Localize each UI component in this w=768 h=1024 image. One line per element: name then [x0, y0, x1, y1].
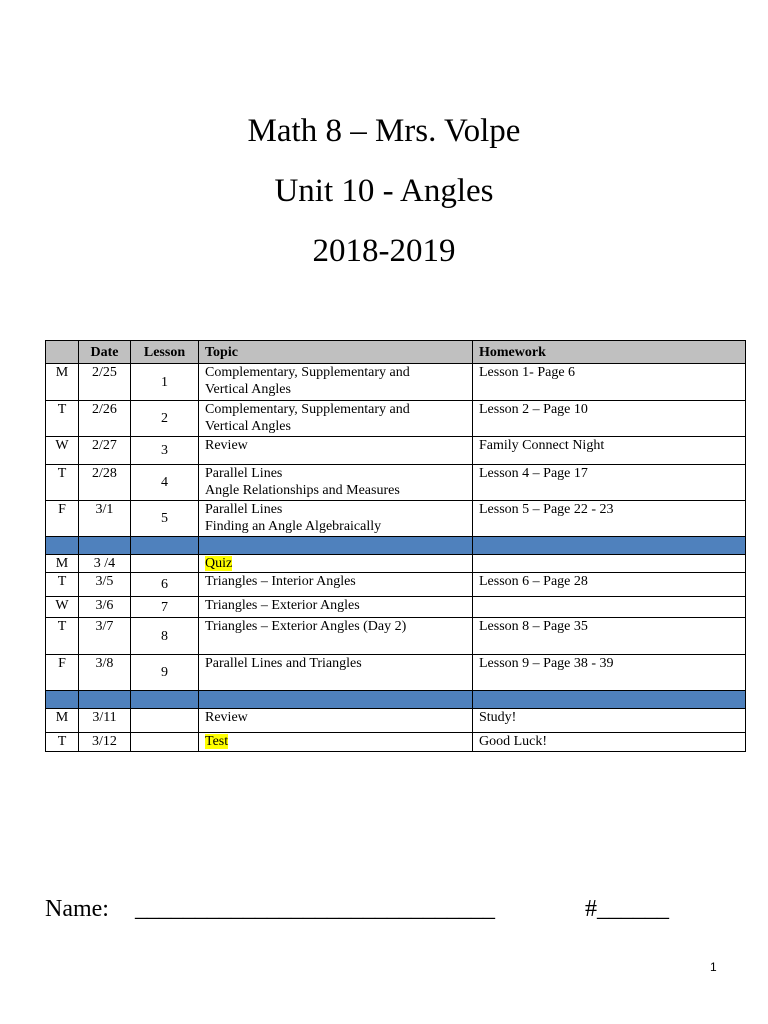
separator-cell [46, 537, 79, 555]
homework-cell: Lesson 1- Page 6 [473, 364, 746, 401]
separator-cell [199, 537, 473, 555]
date-cell: 3/11 [79, 709, 131, 733]
date-cell: 3/6 [79, 597, 131, 618]
topic-line: Triangles – Exterior Angles (Day 2) [205, 619, 407, 634]
day-cell: M [46, 709, 79, 733]
date-cell: 3 /4 [79, 555, 131, 573]
topic-line: Parallel Lines [205, 502, 283, 517]
name-blank-line: ______________________________ [135, 896, 495, 922]
table-row [46, 501, 746, 537]
table-row [46, 733, 746, 752]
column-header-lesson: Lesson [131, 341, 199, 364]
day-cell: T [46, 618, 79, 655]
homework-cell: Lesson 4 – Page 17 [473, 465, 746, 501]
topic-line: Triangles – Interior Angles [205, 574, 356, 589]
topic-line: Complementary, Supplementary and [205, 402, 410, 417]
table-row [46, 437, 746, 465]
homework-cell: Lesson 6 – Page 28 [473, 573, 746, 597]
lesson-cell: 9 [131, 655, 199, 691]
lesson-cell: 6 [131, 573, 199, 597]
homework-cell: Family Connect Night [473, 437, 746, 465]
page-number: 1 [710, 960, 717, 974]
separator-cell [79, 537, 131, 555]
homework-cell: Study! [473, 709, 746, 733]
number-blank-line: #______ [585, 896, 669, 922]
topic-line: Parallel Lines and Triangles [205, 656, 362, 671]
topic-line: Vertical Angles [205, 382, 291, 397]
topic-cell [199, 555, 473, 573]
day-cell: M [46, 555, 79, 573]
table-row [46, 555, 746, 573]
lesson-cell: 5 [131, 501, 199, 537]
column-header-date: Date [79, 341, 131, 364]
topic-cell [199, 597, 473, 618]
schedule-table [45, 340, 746, 752]
table-row [46, 655, 746, 691]
topic-cell [199, 501, 473, 537]
date-cell: 2/28 [79, 465, 131, 501]
topic-cell [199, 364, 473, 401]
day-cell: T [46, 733, 79, 752]
homework-cell: Lesson 2 – Page 10 [473, 401, 746, 437]
topic-cell [199, 437, 473, 465]
date-cell: 3/1 [79, 501, 131, 537]
topic-cell [199, 573, 473, 597]
lesson-cell: 3 [131, 437, 199, 465]
school-year: 2018-2019 [312, 233, 456, 269]
name-label: Name: [45, 896, 109, 922]
schedule-body [46, 364, 746, 752]
lesson-cell [131, 733, 199, 752]
date-cell: 2/25 [79, 364, 131, 401]
topic-cell [199, 401, 473, 437]
table-row [46, 401, 746, 437]
date-cell: 2/26 [79, 401, 131, 437]
topic-cell [199, 709, 473, 733]
topic-line: Review [205, 438, 248, 453]
separator-cell [79, 691, 131, 709]
separator-cell [46, 691, 79, 709]
lesson-cell: 2 [131, 401, 199, 437]
document-title: Math 8 – Mrs. Volpe [247, 113, 521, 149]
table-row [46, 597, 746, 618]
table-row [46, 709, 746, 733]
unit-title: Unit 10 - Angles [274, 173, 494, 209]
day-cell: T [46, 465, 79, 501]
table-row [46, 573, 746, 597]
topic-line: Parallel Lines [205, 466, 283, 481]
column-header-topic: Topic [199, 341, 473, 364]
topic-line: Test [205, 734, 229, 749]
day-cell: W [46, 437, 79, 465]
day-cell: W [46, 597, 79, 618]
day-cell: T [46, 401, 79, 437]
topic-cell [199, 465, 473, 501]
topic-line: Complementary, Supplementary and [205, 365, 410, 380]
date-cell: 3/7 [79, 618, 131, 655]
separator-row [46, 537, 746, 555]
topic-line: Vertical Angles [205, 419, 291, 434]
lesson-cell: 7 [131, 597, 199, 618]
separator-cell [473, 691, 746, 709]
homework-cell [473, 555, 746, 573]
separator-cell [131, 537, 199, 555]
separator-cell [131, 691, 199, 709]
table-header-row [46, 341, 746, 364]
topic-line: Angle Relationships and Measures [205, 483, 400, 498]
homework-cell: Lesson 9 – Page 38 - 39 [473, 655, 746, 691]
homework-cell: Lesson 5 – Page 22 - 23 [473, 501, 746, 537]
separator-row [46, 691, 746, 709]
topic-cell [199, 618, 473, 655]
separator-cell [473, 537, 746, 555]
topic-line: Finding an Angle Algebraically [205, 519, 382, 534]
date-cell: 2/27 [79, 437, 131, 465]
day-cell: F [46, 501, 79, 537]
lesson-cell: 1 [131, 364, 199, 401]
topic-cell [199, 655, 473, 691]
date-cell: 3/8 [79, 655, 131, 691]
homework-cell [473, 597, 746, 618]
homework-cell: Lesson 8 – Page 35 [473, 618, 746, 655]
day-cell: T [46, 573, 79, 597]
table-row [46, 618, 746, 655]
lesson-cell [131, 555, 199, 573]
homework-cell: Good Luck! [473, 733, 746, 752]
table-row [46, 364, 746, 401]
topic-line: Review [205, 710, 248, 725]
date-cell: 3/12 [79, 733, 131, 752]
topic-cell [199, 733, 473, 752]
date-cell: 3/5 [79, 573, 131, 597]
day-cell: M [46, 364, 79, 401]
topic-line: Quiz [205, 556, 233, 571]
table-row [46, 465, 746, 501]
day-cell: F [46, 655, 79, 691]
separator-cell [199, 691, 473, 709]
lesson-cell: 4 [131, 465, 199, 501]
topic-line: Triangles – Exterior Angles [205, 598, 360, 613]
column-header-day [46, 341, 79, 364]
lesson-cell [131, 709, 199, 733]
column-header-homework: Homework [473, 341, 746, 364]
lesson-cell: 8 [131, 618, 199, 655]
